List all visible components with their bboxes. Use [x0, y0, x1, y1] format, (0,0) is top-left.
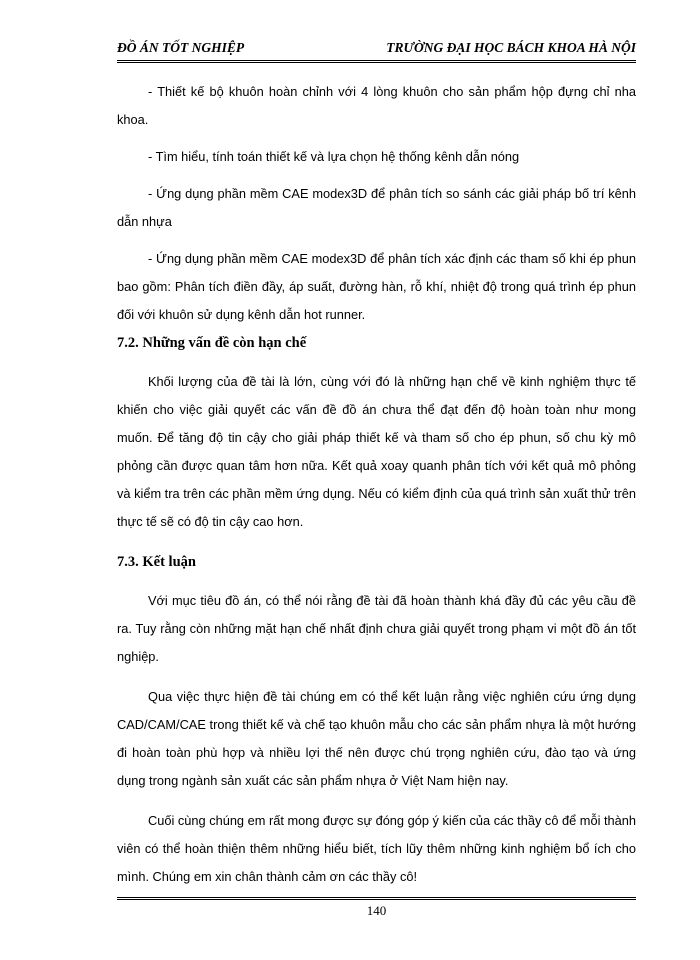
conclusion-paragraph: Cuối cùng chúng em rất mong được sự đóng góp ý kiến của các thầy cô để mỗi thành viên có thể hoàn thiện thêm những hiểu biết, tích lũy thêm những kinh nghiệm bổ ích cho mình. Chúng em xin chân thành cảm ơn các thầy cô!	[117, 813, 636, 884]
page-header	[117, 38, 636, 60]
conclusion-paragraph: Qua việc thực hiện đề tài chúng em có thể kết luận rằng việc nghiên cứu ứng dụng CAD/CAM/CAE trong thiết kế và chế tạo khuôn mẫu cho các sản phẩm nhựa là một hướng đi hoàn toàn phù hợp và nhiều lợi thế nên được chú trọng nghiên cứu, đào tạo và ứng dụng trong ngành sản xuất các sản phẩm nhựa ở Việt Nam hiện nay.	[117, 689, 636, 788]
page-number: 140	[366, 903, 387, 918]
footer-rule	[117, 897, 636, 900]
header-university: TRƯỜNG ĐẠI HỌC BÁCH KHOA HÀ NỘI	[386, 40, 636, 55]
bullet-item: - Ứng dụng phần mềm CAE modex3D để phân tích xác định các tham số khi ép phun bao gồm: Phân tích điền đầy, áp suất, đường hàn, rỗ khí, nhiệt độ trong quá trình ép phun đối với khuôn sử dụng kênh dẫn hot runner.	[117, 251, 636, 322]
header-document-type: ĐỒ ÁN TỐT NGHIỆP	[117, 40, 245, 55]
bullet-item: - Tìm hiểu, tính toán thiết kế và lựa chọn hệ thống kênh dẫn nóng	[148, 149, 520, 164]
bullet-item: - Ứng dụng phần mềm CAE modex3D để phân tích so sánh các giải pháp bố trí kênh dẫn nhựa	[117, 186, 636, 229]
section-7-2-paragraph: Khối lượng của đề tài là lớn, cùng với đó là những hạn chế về kinh nghiệm thực tế khiến cho việc giải quyết các vấn đề đồ án chưa thể đạt đến độ hoàn toàn như mong muốn. Để tăng độ tin cậy cho giải pháp thiết kế và tham số cho ép phun, số chu kỳ mô phỏng cần được quan tâm hơn nữa. Kết quả xoay quanh phân tích với kết quả mô phỏng và kiểm tra trên các phần mềm ứng dụng. Nếu có kiểm định của quá trình sản xuất thử trên thực tế sẽ có độ tin cậy cao hơn.	[117, 374, 636, 529]
bullet-item: - Thiết kế bộ khuôn hoàn chỉnh với 4 lòng khuôn cho sản phẩm hộp đựng chỉ nha khoa.	[117, 84, 636, 127]
conclusion-paragraph: Với mục tiêu đồ án, có thể nói rằng đề tài đã hoàn thành khá đầy đủ các yêu cầu đề ra. Tuy rằng còn những mặt hạn chế nhất định chưa giải quyết trong phạm vi một đồ án tốt nghiệp.	[117, 593, 636, 664]
section-heading-7-2: 7.2. Những vấn đề còn hạn chế	[117, 335, 307, 351]
section-heading-7-3: 7.3. Kết luận	[117, 554, 196, 570]
page-body	[117, 78, 636, 891]
header-rule	[117, 60, 636, 63]
